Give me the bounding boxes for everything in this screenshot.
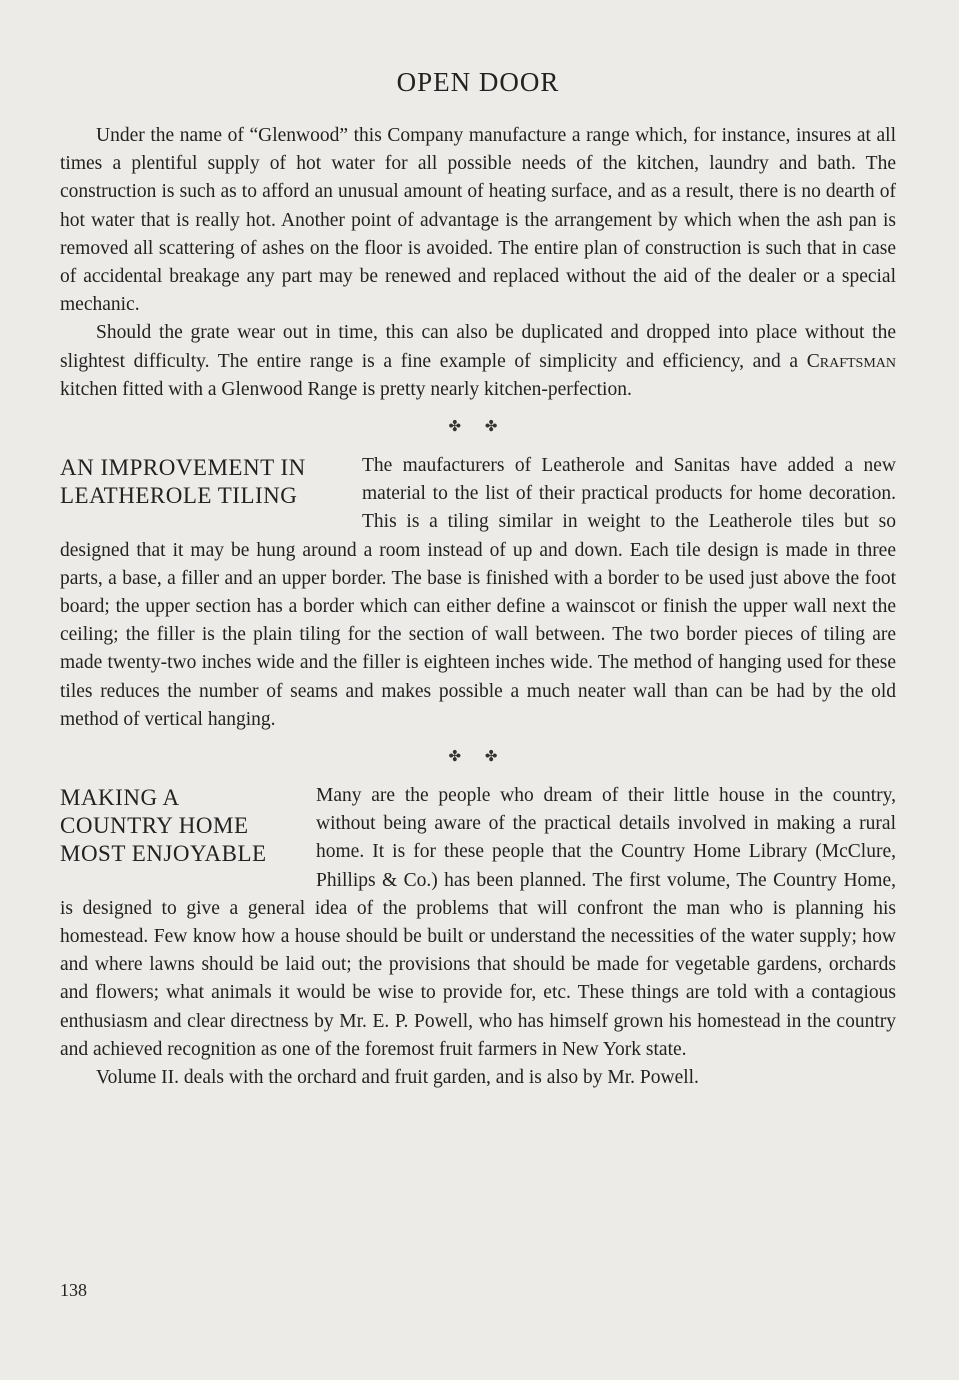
intro-p2-text-a: Should the grate wear out in time, this can also be duplicated and dropped into place without the slightest difficulty. The entire range is a fine example of simplicity and efficiency, and a — [60, 322, 896, 372]
heading-line: MOST ENJOYABLE — [60, 841, 267, 867]
page-content — [60, 62, 896, 1092]
heading-line: COUNTRY HOME — [60, 813, 249, 839]
craftsman-word: Craftsman — [806, 350, 896, 372]
heading-line: AN IMPROVEMENT IN — [60, 455, 306, 481]
leatherole-paragraph: The maufacturers of Leatherole and Sanitas have added a new material to the list of their practical products for home decoration. This is a tiling similar in weight to the Leatherole tiles but so designed that it may be hung around a room instead of up and down. Each tile design is made in three parts, a base, a filler and an upper border. The base is finished with a border to be used just above the foot board; the upper section has a border which can either define a wainscot or finish the upper wall next the ceiling; the filler is the plain tiling for the section of wall between. The two border pieces of tiling are made twenty-two inches wide and the filler is eighteen inches wide. The method of hanging used for these tiles reduces the number of seams and makes possible a much neater wall than can be had by the old method of vertical hanging. — [60, 455, 896, 730]
section-divider-ornament: ✤ ✤ — [448, 749, 508, 766]
volume-two-paragraph: Volume II. deals with the orchard and fruit garden, and is also by Mr. Powell. — [96, 1067, 699, 1089]
page-number: 138 — [60, 1280, 87, 1300]
intro-paragraph-2 — [60, 319, 896, 404]
country-home-paragraph: Many are the people who dream of their little house in the country, without being aware of the practical details involved in making a rural home. It is for these people that the Country Home Library (McClure, Phillips & Co.) has been planned. The first volume, The Country Home, is designed to give a general idea of the problems that will confront the man who is planning his homestead. Few know how a house should be built or understand the necessities of the water supply; how and where lawns should be laid out; the provisions that should be made for vegetable gardens, orchards and flowers; what animals it would be wise to provide for, etc. These things are told with a contagious enthusiasm and clear directness by Mr. E. P. Powell, who has himself grown his homestead in the country and achieved recognition as one of the foremost fruit farmers in New York state. — [60, 785, 896, 1060]
intro-paragraph-1: Under the name of “Glenwood” this Company manufacture a range which, for instance, insures at all times a plentiful supply of hot water for all possible needs of the kitchen, laundry and bath. The construction is such as to afford an unusual amount of heating surface, and as a result, there is no dearth of hot water that is really hot. Another point of advantage is the arrangement by which when the ash pan is removed all scattering of ashes on the floor is avoided. The entire plan of construction is such that in case of accidental breakage any part may be renewed and replaced without the aid of the dealer or a special mechanic. — [60, 125, 896, 316]
heading-line: LEATHEROLE TILING — [60, 483, 298, 509]
section-divider-ornament: ✤ ✤ — [448, 419, 508, 436]
heading-line: MAKING A — [60, 785, 180, 811]
page-title: OPEN DOOR — [396, 67, 560, 97]
section-heading-leatherole — [60, 454, 340, 510]
section-heading-country-home — [60, 784, 294, 869]
intro-p2-text-b: kitchen fitted with a Glenwood Range is pretty nearly kitchen-perfection. — [60, 378, 632, 400]
